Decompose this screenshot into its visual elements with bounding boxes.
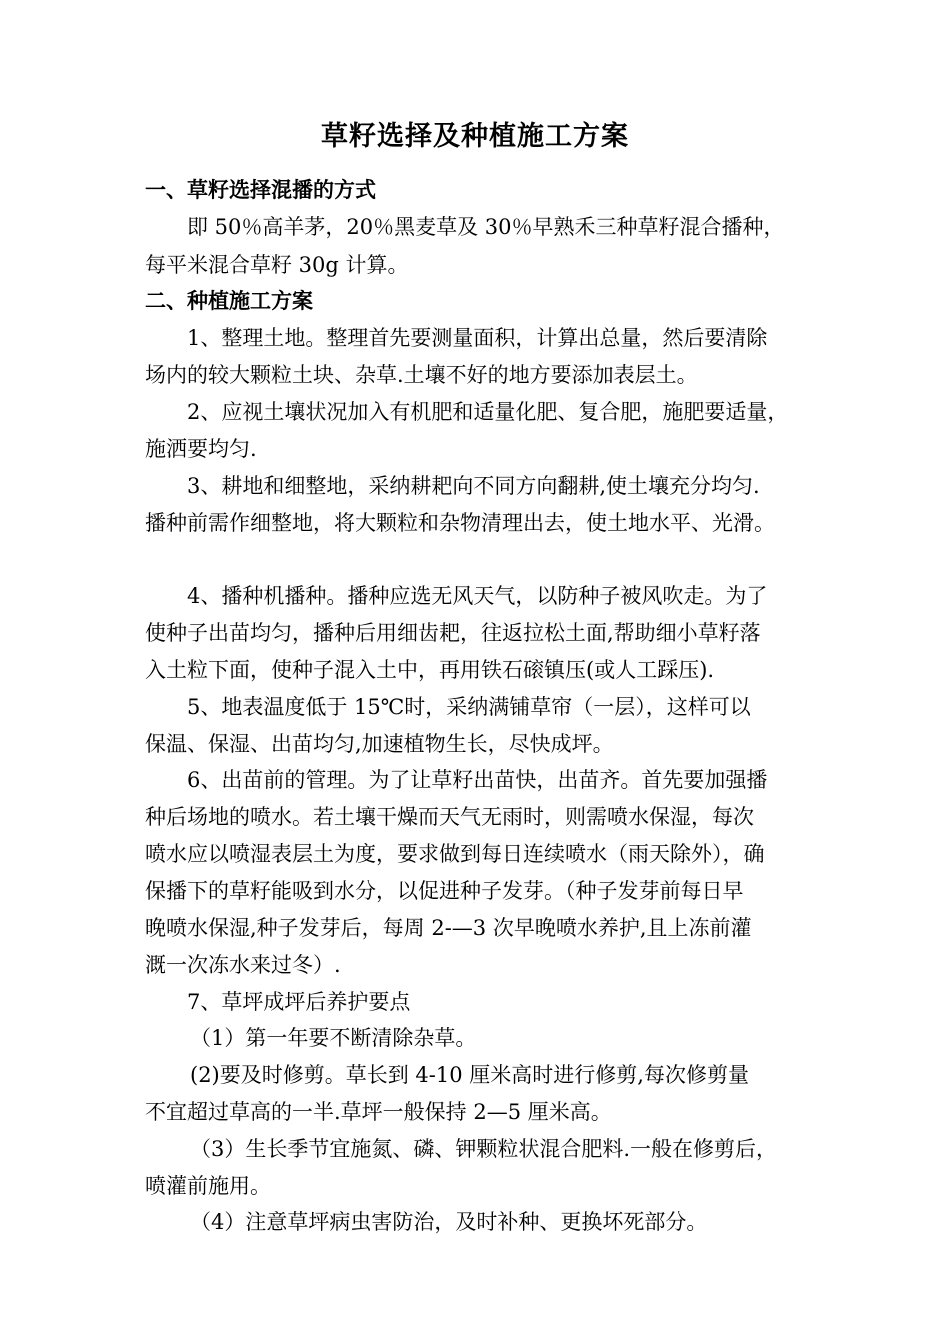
item3-line-1: 3、耕地和细整地，采纳耕耙向不同方向翻耕,使土壤充分均匀.: [187, 474, 760, 498]
item6-line-4: 保播下的草籽能吸到水分，以促进种子发芽。（种子发芽前每日早: [145, 879, 744, 903]
document-title: 草籽选择及种植施工方案: [321, 121, 629, 152]
item4-line-1: 4、播种机播种。播种应选无风天气，以防种子被风吹走。为了: [187, 584, 768, 608]
item7-sub3-line-2: 喷灌前施用。: [145, 1174, 271, 1198]
item1-line-1: 1、整理土地。整理首先要测量面积，计算出总量，然后要清除: [187, 326, 768, 350]
item7-sub3-line-1: （3）生长季节宜施氮、磷、钾颗粒状混合肥料.一般在修剪后，: [190, 1137, 778, 1161]
item6-line-1: 6、出苗前的管理。为了让草籽出苗快，出苗齐。首先要加强播: [187, 768, 768, 792]
item5-line-1: 5、地表温度低于 15℃时，采纳满铺草帘（一层），这样可以: [187, 695, 751, 719]
item6-line-6: 溉一次冻水来过冬）.: [145, 953, 341, 977]
item7-sub2-line-2: 不宜超过草高的一半.草坪一般保持 2—5 厘米高。: [145, 1100, 612, 1124]
item7-sub2-line-1: (2)要及时修剪。草长到 4-10 厘米高时进行修剪,每次修剪量: [190, 1063, 749, 1087]
item2-line-1: 2、应视土壤状况加入有机肥和适量化肥、复合肥，施肥要适量，: [187, 400, 789, 424]
item6-line-5: 晚喷水保湿,种子发芽后，每周 2-—3 次早晚喷水养护,且上冻前灌: [145, 916, 752, 940]
item1-line-2: 场内的较大颗粒土块、杂草.土壤不好的地方要添加表层土。: [145, 363, 698, 387]
item4-line-3: 入土粒下面，使种子混入土中，再用铁石磙镇压(或人工踩压).: [145, 658, 715, 682]
item4-line-2: 使种子出苗均匀，播种后用细齿耙，往返拉松土面,帮助细小草籽落: [145, 621, 761, 645]
item6-line-2: 种后场地的喷水。若土壤干燥而天气无雨时，则需喷水保湿，每次: [145, 805, 754, 829]
section1-heading: 一、草籽选择混播的方式: [145, 177, 376, 202]
section1-line-2: 每平米混合草籽 30g 计算。: [145, 253, 409, 277]
item2-line-2: 施洒要均匀.: [145, 437, 257, 461]
section1-line-1: 即 50％高羊茅，20％黑麦草及 30％早熟禾三种草籽混合播种，: [187, 215, 785, 239]
item7-sub4: （4）注意草坪病虫害防治，及时补种、更换坏死部分。: [190, 1210, 708, 1234]
item7-heading: 7、草坪成坪后养护要点: [187, 990, 411, 1014]
item5-line-2: 保温、保湿、出苗均匀,加速植物生长，尽快成坪。: [145, 732, 614, 756]
item7-sub1: （1）第一年要不断清除杂草。: [190, 1026, 477, 1050]
item6-line-3: 喷水应以喷湿表层土为度，要求做到每日连续喷水（雨天除外），确: [145, 842, 765, 866]
item3-line-2: 播种前需作细整地，将大颗粒和杂物清理出去，使土地水平、光滑。: [145, 511, 775, 535]
section2-heading: 二、种植施工方案: [145, 288, 313, 313]
